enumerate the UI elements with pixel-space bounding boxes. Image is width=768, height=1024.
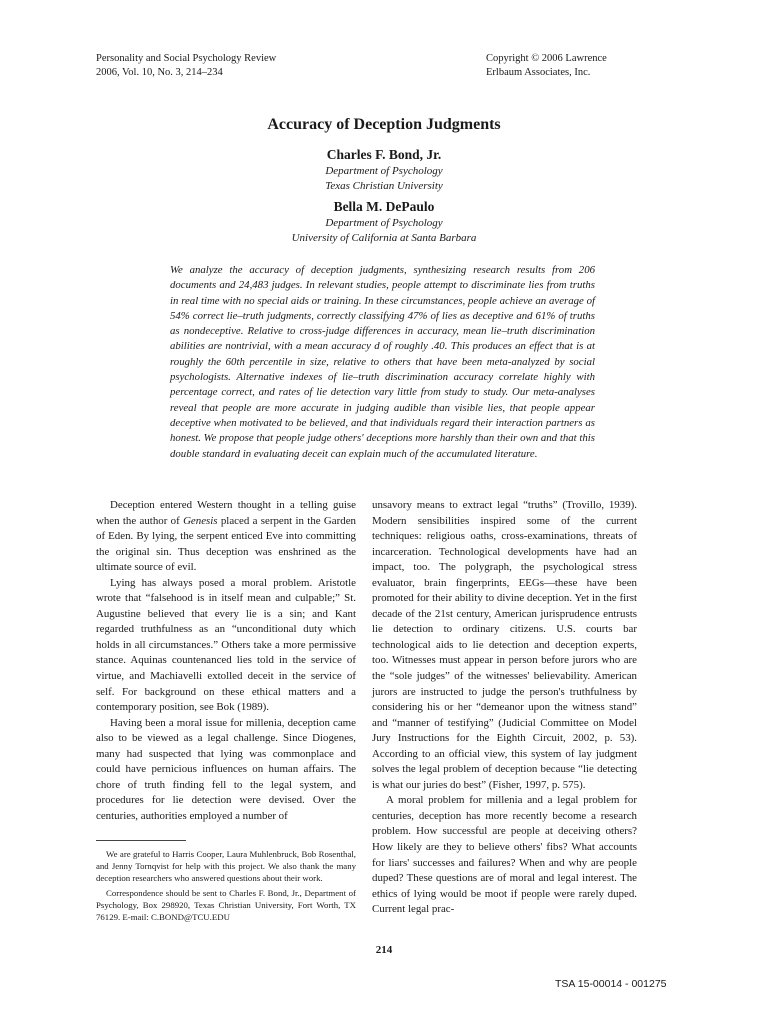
copyright-notice (486, 52, 607, 80)
body-paragraph: Lying has always posed a moral problem. Aristotle wrote that “falsehood is in itself mean and culpable;” St. Augustine believed that every lie is a sin; and Kant regarded truthfulness as an “unconditional duty which holds in all circumstances.” Others take a more permissive stance. Aquinas countenanced lies told in the service of virtue, and Machiavelli extolled deceit in the service of self. For background on these ethical matters and a contemporary position, see Bok (1989). (96, 576, 356, 714)
body-paragraph: A moral problem for millenia and a legal problem for centuries, deception has more recently become a research problem. How successful are people at deceiving others? How likely are they to believe others' fibs? What accounts for liars' successes and failures? When and why are people duped? These questions are of moral and legal interest. The ethics of lying would be moot if people were rarely duped. Current legal prac- (372, 794, 637, 916)
author-institution: Texas Christian University (325, 179, 443, 192)
author-name: Charles F. Bond, Jr. (326, 147, 442, 162)
text-run: placed a serpent in the Garden of Eden. By lying, the serpent enticed Eve into committing the original sin. Thus deception was enshrined as the ultimate source of evil. (96, 514, 356, 574)
abstract (170, 263, 595, 462)
footnote-divider (96, 840, 186, 841)
body-paragraph: Having been a moral issue for millenia, deception came also to be viewed as a legal challenge. Since Diogenes, many had suspected that lying was commonplace and could have pernicious influences on human affairs. The chore of truth finding fell to the legal system, and procedures for lie detection were devised. Over the centuries, authorities employed a number of (96, 716, 356, 822)
abstract-text: We analyze the accuracy of deception judgments, synthesizing research results from 206 documents and 24,483 judges. In relevant studies, people attempt to discriminate lies from truths in real time with no special aids or training. In these circumstances, people achieve an average of 54% correct lie–truth judgments, correctly classifying 47% of lies as deceptive and 61% of truths as nondeceptive. Relative to cross-judge differences in accuracy, mean lie–truth discrimination abilities are nontrivial, with a mean accuracy d of roughly .40. This produces an effect that is at roughly the 60th percentile in size, relative to others that have been meta-analyzed by social psychologists. Alternative indexes of lie–truth discrimination accuracy correlate highly with percentage correct, and rates of lie detection vary little from study to study. Our meta-analyses reveal that people are more accurate in judging audible than visible lies, that people appear deceptive when motivated to be believed, and that individuals regard their interaction partners as honest. We propose that people judge others' deceptions more harshly than their own and that this double standard in evaluating deceit can explain much of the accumulated literature. (170, 264, 595, 460)
body-column-left (96, 498, 356, 824)
footnote-correspondence: Correspondence should be sent to Charles F. Bond, Jr., Department of Psychology, Box 298920, Texas Christian University, Fort Worth, TX 76129. E-mail: C.BOND@TCU.EDU (96, 888, 356, 922)
author-block-1 (0, 146, 768, 193)
paper-title: Accuracy of Deception Judgments (267, 116, 501, 133)
journal-name: Personality and Social Psychology Review (96, 53, 277, 64)
copyright-line-1: Copyright © 2006 Lawrence (486, 53, 607, 64)
author-department: Department of Psychology (325, 217, 443, 229)
author-institution: University of California at Santa Barbara (291, 231, 477, 244)
journal-citation (96, 52, 276, 80)
text-run: Deception entered Western thought in a telling guise when the author of (96, 499, 356, 527)
journal-volume: 2006, Vol. 10, No. 3, 214–234 (96, 67, 223, 78)
body-column-right (372, 498, 637, 918)
footnote (96, 848, 356, 926)
body-paragraph (96, 498, 356, 576)
page-number: 214 (375, 944, 393, 956)
copyright-line-2: Erlbaum Associates, Inc. (486, 67, 591, 78)
document-stamp: TSA 15-00014 - 001275 (555, 978, 667, 990)
text-run-italic: Genesis (183, 514, 218, 527)
footnote-acknowledgment: We are grateful to Harris Cooper, Laura Muhlenbruck, Bob Rosenthal, and Jenny Tornqvist for help with this project. We also thank the many deception researchers who answered questions about their work. (96, 849, 356, 883)
author-block-2 (0, 198, 768, 245)
body-paragraph: unsavory means to extract legal “truths” (Trovillo, 1939). Modern sensibilities inspired some of the current techniques: religious oaths, cross-examinations, threats of incarceration. Technological developments have had an impact, too. The polygraph, the psychological stress evaluator, brain fingerprints, EEGs—these have been promoted for their ability to divine deception. Yet in the first decade of the 21st century, American jurisprudence entrusts lie detection to ordinary citizens. U.S. courts bar technological aids to lie detection and deception experts, too. Witnesses must appear in person before jurors who are the “sole judges” of the witnesses' believability. American jurors are instructed to judge the person's truthfulness by considering his or her “demeanor upon the witness stand” and “manner of testifying” (Judicial Committee on Model Jury Instructions for the Eighth Circuit, 2002, p. 53). According to an official view, this system of lay judgment solves the legal problem of deception because “lie detecting is what our juries do best” (Fisher, 1997, p. 575). (372, 499, 637, 791)
author-department: Department of Psychology (325, 165, 443, 177)
author-name: Bella M. DePaulo (333, 199, 435, 214)
